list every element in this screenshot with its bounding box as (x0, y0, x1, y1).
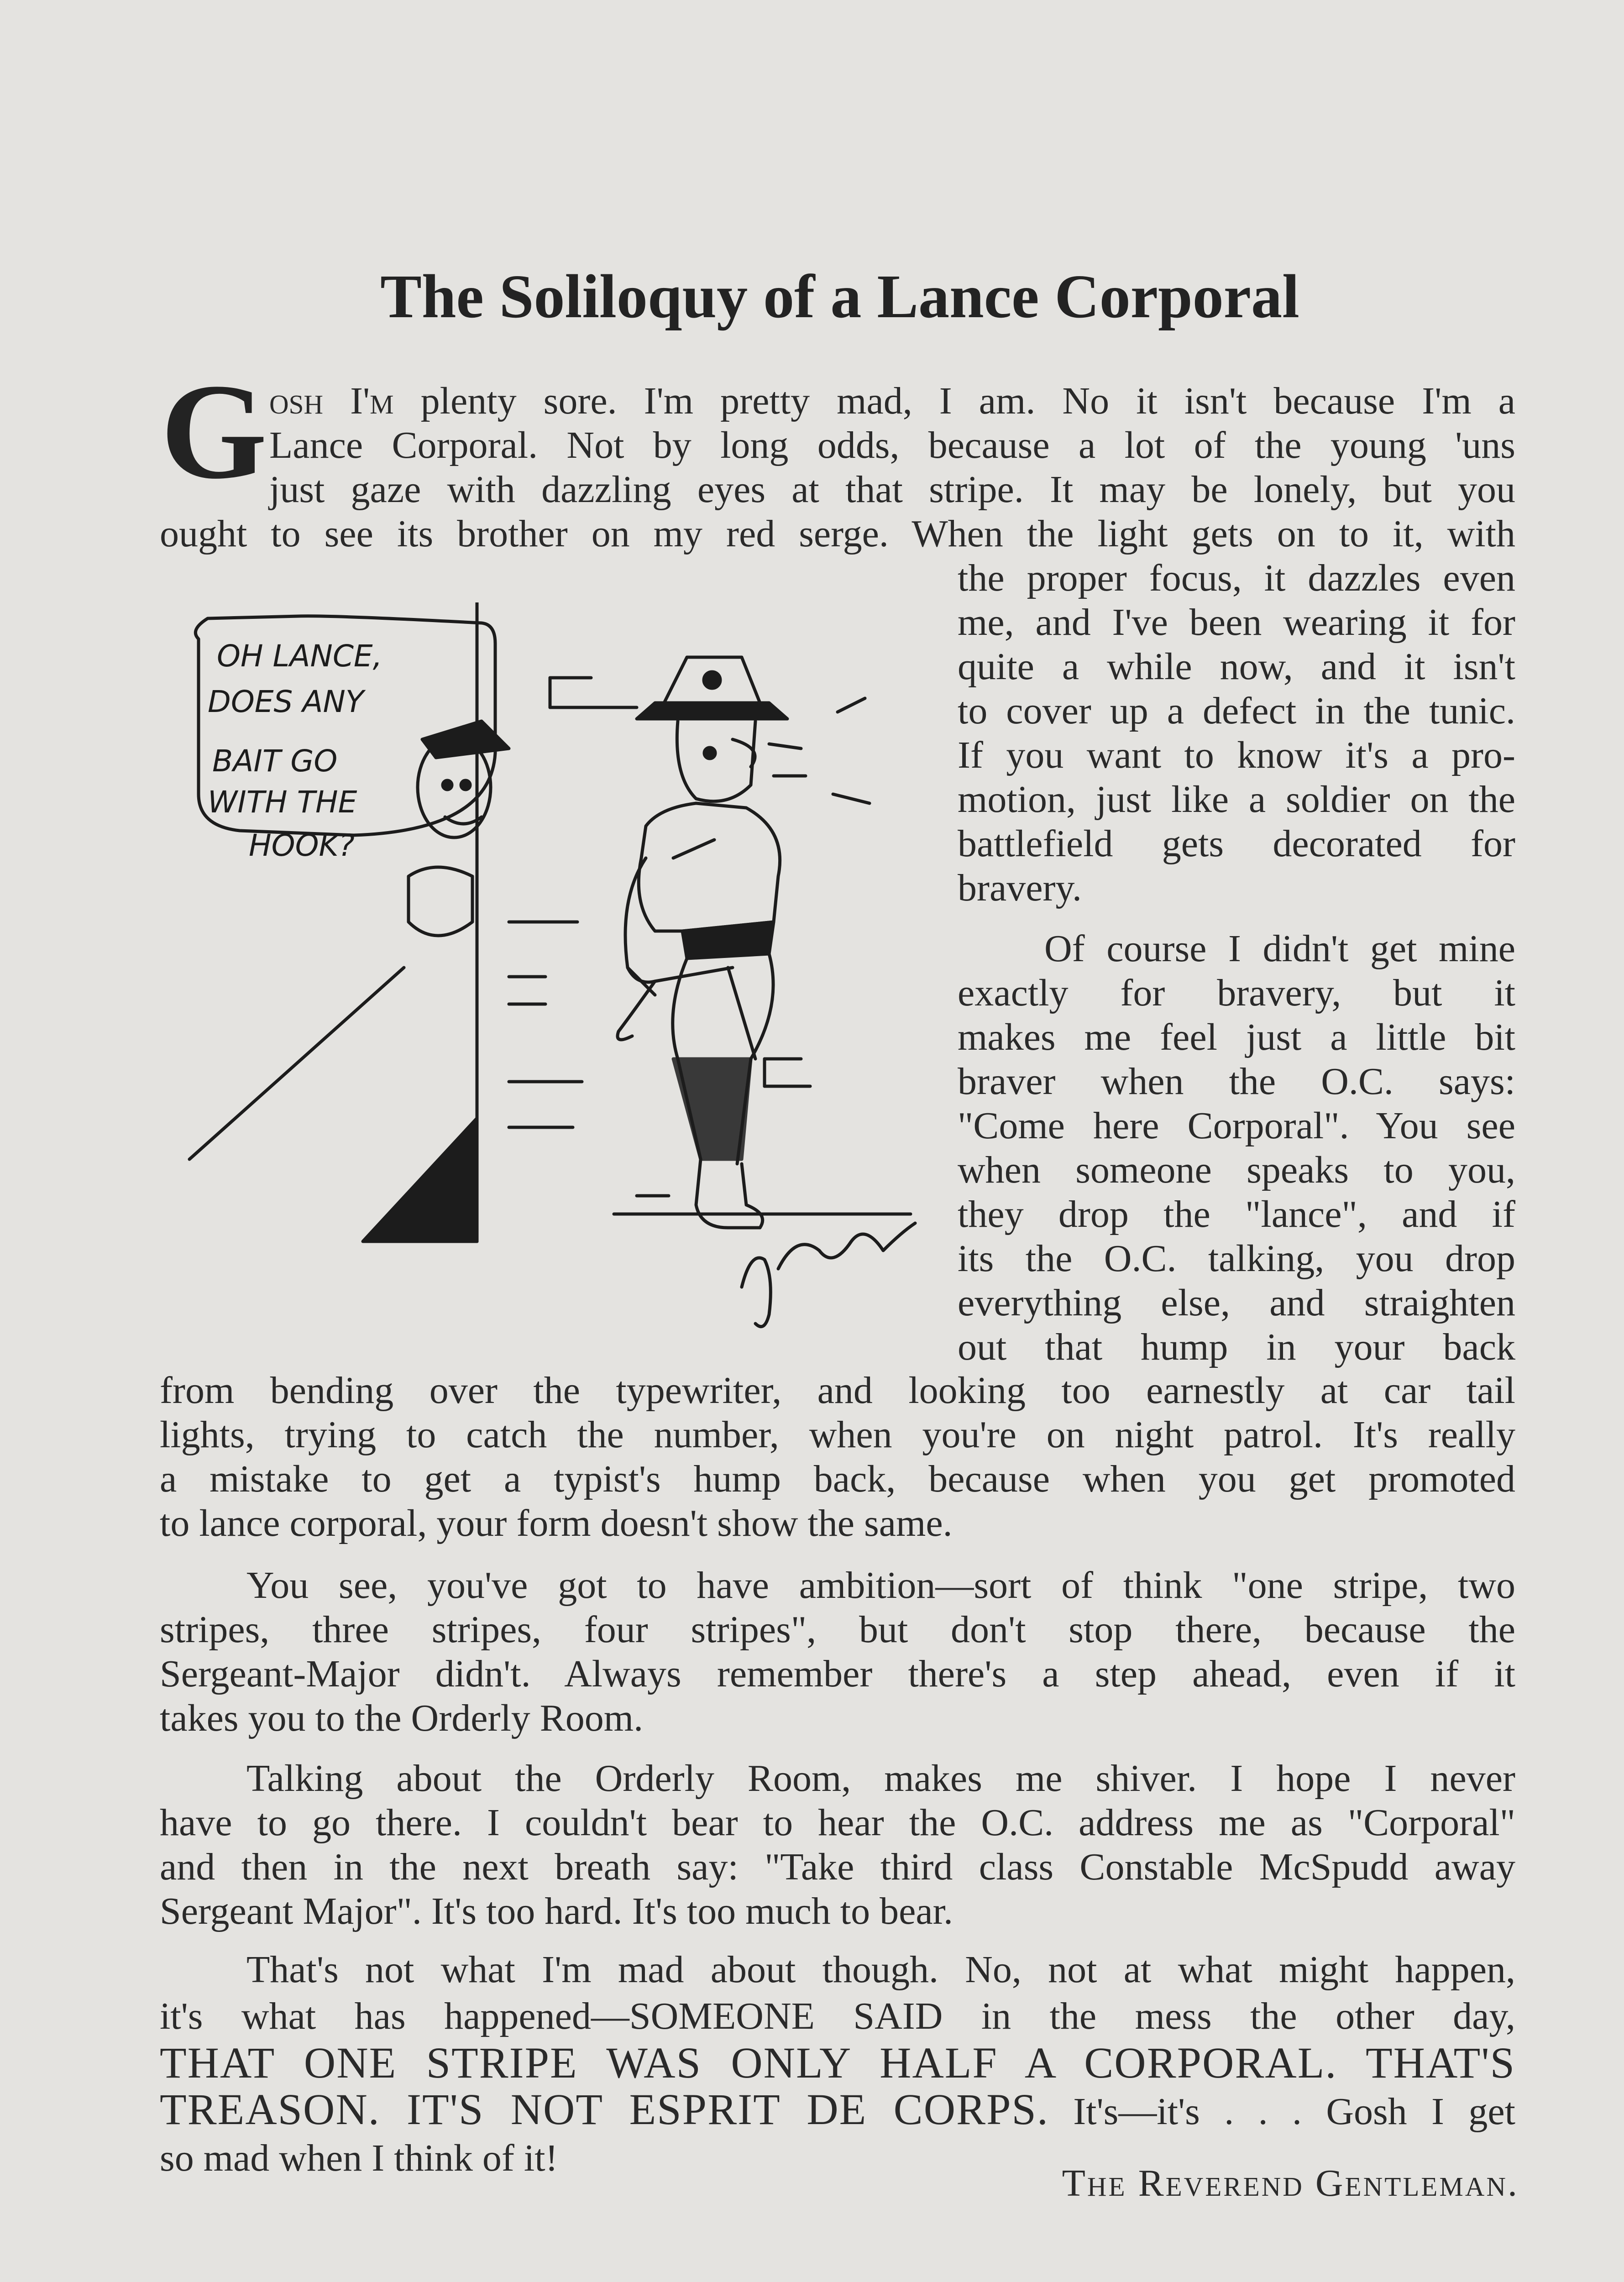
text-line: battlefield gets decorated for (958, 822, 1515, 865)
text-line: me, and I've been wearing it for (958, 601, 1515, 644)
text-line: bravery. (958, 867, 1082, 909)
text-line (269, 379, 1515, 423)
author-signature: The Reverend Gentleman. (1062, 2162, 1519, 2204)
text-line: Of course I didn't get mine (1044, 927, 1515, 970)
text-line-caps: THAT ONE STRIPE WAS ONLY HALF A CORPORAL. THAT'S (160, 2038, 1515, 2087)
text-line: If you want to know it's a pro- (958, 734, 1515, 776)
text-line: and then in the next breath say: "Take third class Constable McSpudd away (160, 1846, 1515, 1888)
text-line: from bending over the typewriter, and looking too earnestly at car tail (160, 1369, 1515, 1412)
text-line: lights, trying to catch the number, when you're on night patrol. It's really (160, 1413, 1515, 1456)
text-line-part: It's—it's . . . Gosh I get (1048, 2090, 1516, 2133)
text-line: Sergeant Major". It's too hard. It's too much to bear. (160, 1890, 953, 1932)
text-line: That's not what I'm mad about though. No, not at what might happen, (246, 1948, 1515, 1991)
paragraph-2-column (958, 926, 1515, 1369)
text-line: takes you to the Orderly Room. (160, 1697, 644, 1739)
lead-smallcaps: osh I'm (269, 380, 394, 422)
text-line: braver when the O.C. says: (958, 1060, 1515, 1103)
cartoon-illustration (180, 602, 920, 1351)
paragraph-4 (160, 1756, 1515, 1933)
paragraph-1-column (958, 556, 1515, 910)
text-line: exactly for bravery, but it (958, 972, 1515, 1014)
text-line: to cover up a defect in the tunic. (958, 690, 1515, 732)
bubble-line-3: BAIT GO (212, 743, 338, 779)
text-line: Lance Corporal. Not by long odds, because a lot of the young 'uns (269, 424, 1515, 466)
paragraph-2-continued (160, 1368, 1515, 1545)
text-line: have to go there. I couldn't bear to hear the O.C. address me as "Corporal" (160, 1801, 1515, 1844)
text-line: so mad when I think of it! (160, 2137, 558, 2179)
paragraph-5 (160, 1947, 1515, 2182)
article-title: The Soliloquy of a Lance Corporal (380, 262, 1299, 331)
text-line: just gaze with dazzling eyes at that stripe. It may be lonely, but you (269, 468, 1515, 511)
text-line: it's what has happened—SOMEONE SAID in the mess the other day, (160, 1995, 1515, 2037)
text-line: You see, you've got to have ambition—sort of think "one stripe, two (246, 1564, 1515, 1607)
caps-phrase: TREASON. IT'S NOT ESPRIT DE CORPS. (160, 2085, 1049, 2134)
text-line: motion, just like a soldier on the (958, 778, 1515, 821)
text-line: to lance corporal, your form doesn't show the same. (160, 1502, 953, 1544)
paragraph-1 (269, 379, 1515, 512)
paragraph-3 (160, 1563, 1515, 1740)
text-line: stripes, three stripes, four stripes", but don't stop there, because the (160, 1608, 1515, 1651)
text-line: the proper focus, it dazzles even (958, 557, 1515, 599)
text-line: "Come here Corporal". You see (958, 1104, 1515, 1147)
text-line (160, 2086, 1515, 2135)
text-line: its the O.C. talking, you drop (958, 1237, 1515, 1280)
text-line: a mistake to get a typist's hump back, because when you get promoted (160, 1458, 1515, 1500)
text-line: makes me feel just a little bit (958, 1016, 1515, 1058)
text-line: Talking about the Orderly Room, makes me shiver. I hope I never (246, 1757, 1515, 1800)
bubble-line-5: HOOK? (249, 828, 355, 863)
bubble-line-1: OH LANCE, (217, 639, 382, 674)
paragraph-1-continued (160, 512, 1515, 556)
text-line: out that hump in your back (958, 1326, 1515, 1368)
text-line: when someone speaks to you, (958, 1149, 1515, 1191)
drop-cap: G (161, 356, 267, 507)
bubble-line-2: DOES ANY (208, 684, 364, 719)
text-line: everything else, and straighten (958, 1282, 1515, 1324)
text-line-part: plenty sore. I'm pretty mad, I am. No it isn't because I'm a (393, 380, 1515, 422)
text-line: Sergeant-Major didn't. Always remember there's a step ahead, even if it (160, 1653, 1515, 1695)
text-line: ought to see its brother on my red serge. When the light gets on to it, with (160, 513, 1515, 555)
text-line: quite a while now, and it isn't (958, 645, 1515, 688)
text-line: they drop the "lance", and if (958, 1193, 1515, 1235)
bubble-line-4: WITH THE (208, 785, 357, 820)
